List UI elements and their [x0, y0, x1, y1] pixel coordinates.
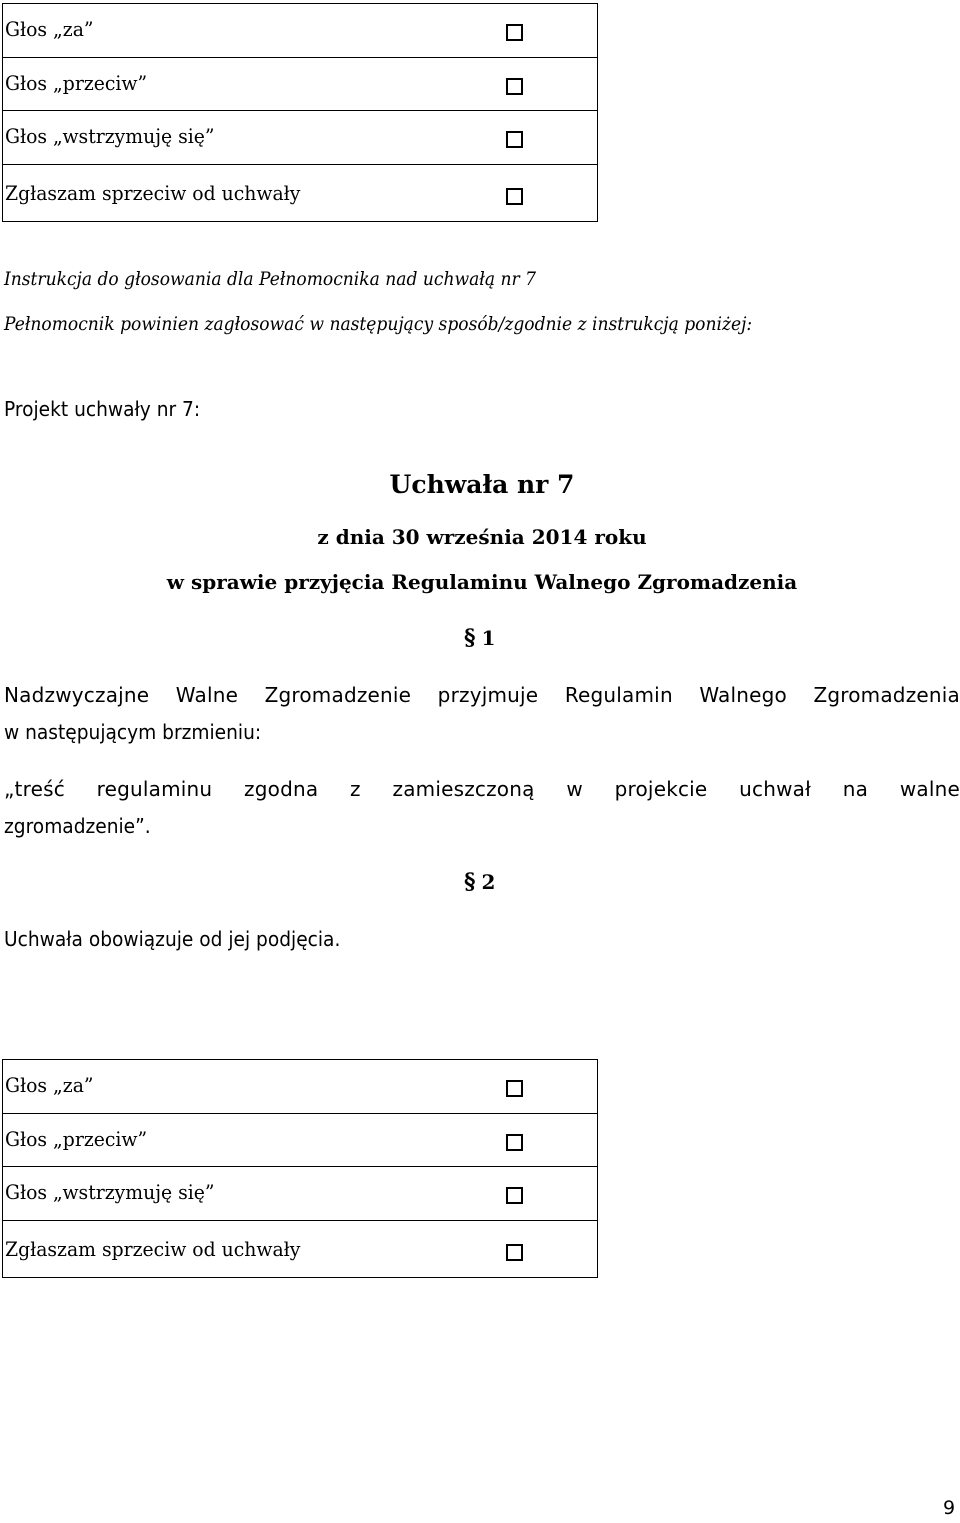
vote-option-label: Głos „za” — [5, 17, 94, 41]
vote-option-label: Zgłaszam sprzeciw od uchwały — [5, 180, 301, 205]
vote-row-for — [3, 4, 597, 58]
vote-row-objection — [3, 1221, 597, 1277]
regulation-quote-line-1: „treść regulaminu zgodna z zamieszczoną w projekcie uchwał na walne — [4, 777, 960, 801]
instruction-text: Pełnomocnik powinien zagłosować w następujący sposób/zgodnie z instrukcją poniżej: — [4, 313, 753, 335]
resolution-date: z dnia 30 września 2014 roku — [317, 525, 647, 549]
vote-checkbox-for[interactable] — [506, 24, 523, 41]
resolution-subject: w sprawie przyjęcia Regulaminu Walnego Zgromadzenia — [166, 570, 798, 594]
vote-option-label: Głos „wstrzymuję się” — [5, 1180, 215, 1204]
paragraph-heading-2 — [464, 869, 495, 895]
vote-row-for — [3, 1060, 597, 1114]
paragraph-1-line-2: w następującym brzmieniu: — [4, 720, 262, 744]
paragraph-2-text: Uchwała obowiązuje od jej podjęcia. — [4, 927, 341, 951]
vote-row-against — [3, 58, 597, 112]
vote-option-label: Głos „przeciw” — [5, 1126, 148, 1151]
project-label: Projekt uchwały nr 7: — [4, 397, 201, 421]
vote-checkbox-against[interactable] — [506, 1134, 523, 1151]
vote-option-label: Głos „przeciw” — [5, 70, 148, 95]
vote-option-label: Głos „za” — [5, 1073, 94, 1097]
vote-row-abstain — [3, 111, 597, 165]
vote-checkbox-against[interactable] — [506, 78, 523, 95]
vote-checkbox-abstain[interactable] — [506, 1187, 523, 1204]
paragraph-heading-1 — [464, 625, 495, 651]
vote-row-against — [3, 1114, 597, 1168]
vote-checkbox-objection[interactable] — [506, 188, 523, 205]
paragraph-number: 1 — [481, 626, 496, 650]
paragraph-1-line-1: Nadzwyczajne Walne Zgromadzenie przyjmuje Regulamin Walnego Zgromadzenia — [4, 683, 960, 707]
vote-checkbox-abstain[interactable] — [506, 131, 523, 148]
vote-option-label: Głos „wstrzymuję się” — [5, 124, 215, 148]
page-number: 9 — [943, 1497, 956, 1519]
vote-checkbox-objection[interactable] — [506, 1244, 523, 1261]
regulation-quote-line-2: zgromadzenie”. — [4, 814, 151, 838]
section-symbol: § — [464, 625, 476, 651]
paragraph-number: 2 — [481, 870, 496, 894]
vote-row-objection — [3, 165, 597, 221]
vote-table-resolution-7 — [2, 1059, 598, 1278]
vote-checkbox-for[interactable] — [506, 1080, 523, 1097]
vote-option-label: Zgłaszam sprzeciw od uchwały — [5, 1236, 301, 1261]
vote-row-abstain — [3, 1167, 597, 1221]
vote-table-previous — [2, 3, 598, 222]
section-symbol: § — [464, 869, 476, 895]
instruction-heading: Instrukcja do głosowania dla Pełnomocnika nad uchwałą nr 7 — [4, 268, 536, 290]
resolution-title: Uchwała nr 7 — [389, 470, 575, 499]
